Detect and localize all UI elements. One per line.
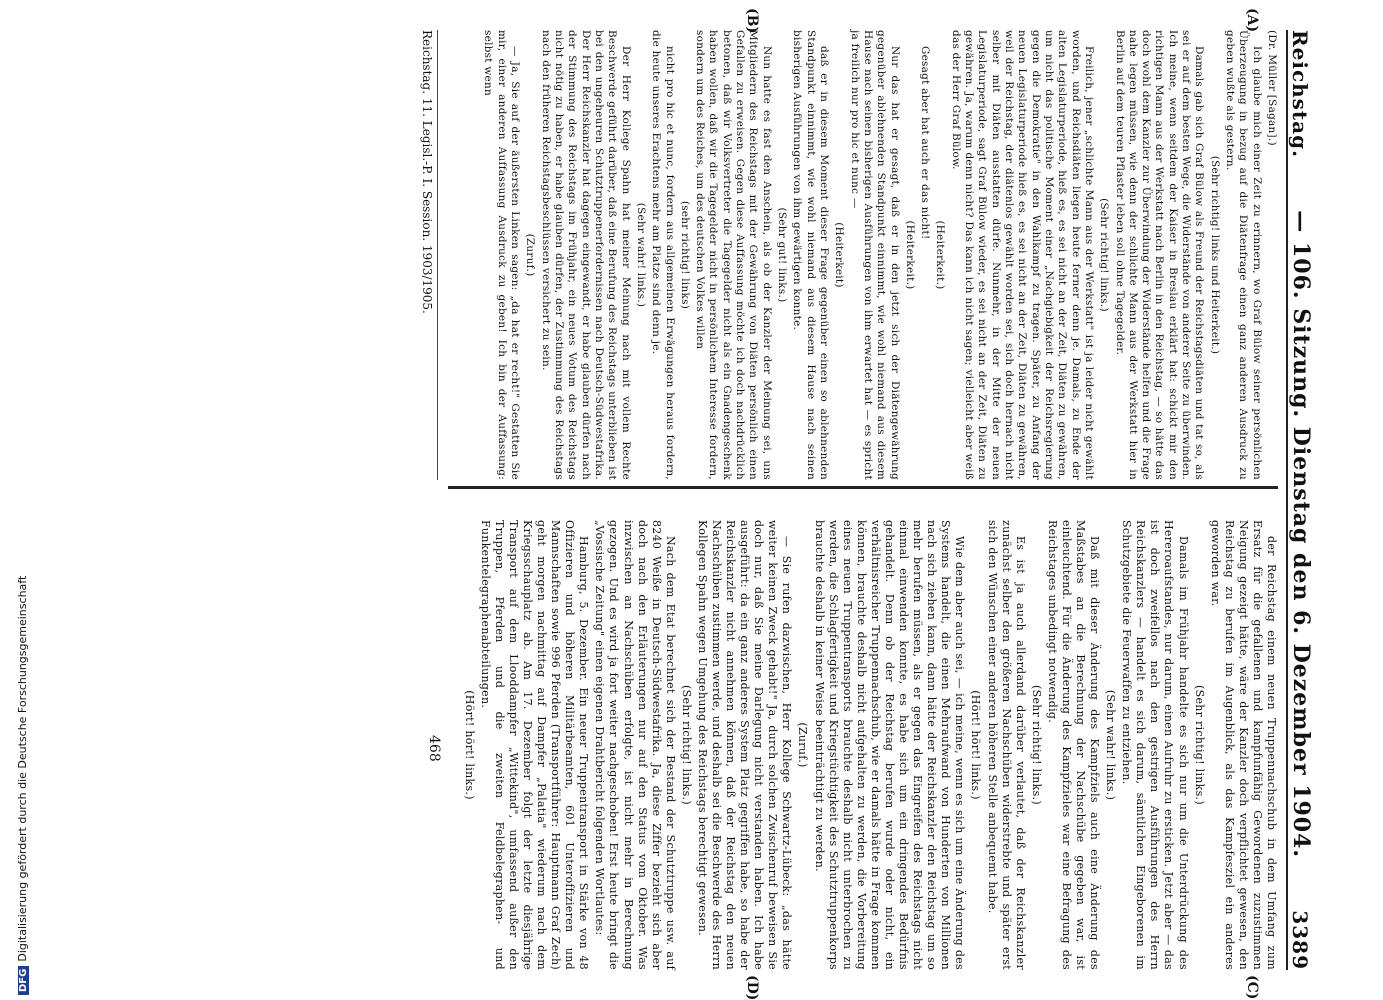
paragraph: — Sie rufen dazwischen, Herr Kollege Schwartz-Lübeck: „das hätte weiter keinen Zweck gehabt!" Ja, durch solchen Zwischenruf beweisen Sie doch nur, daß Sie meine Darlegung nicht verstanden haben. Ich habe ausgeführt: da ein ganz anderes System Platz gegriffen habe, so habe der Reichskanzler nicht annehmen können, daß der Reichstag den neuen Nachschüben zustimmen werde, und deshalb sei die Beschwerde des Herrn Kollegen Spahn wegen Umgehung des Reichstags berechtigt gewesen. xyxy=(695,520,794,970)
rotated-page-content xyxy=(60,0,1350,1000)
remark: (Zuruf.) xyxy=(524,233,537,277)
paragraph: Der Herr Kollege Spahn hat meiner Meinung nach mit vollem Rechte Beschwerde geführt darüber, daß eine Berufung des Reichstags unterblieben ist bei den ungeheuren Schutztruppenerfordernissen nach Deutsch-Südwestafrika. Der Herr Reichskanzler hat dagegen eingewandt, er habe glauben dürfen nach der Stimmung des Reichstags im Frühjahr, ein neues Votum des Reichstags nicht nötig zu haben, er habe glauben dürfen, der Zustimmung des Reichstags nach den früheren Reichstagsbeschlüssen versichert zu sein. xyxy=(539,30,632,480)
remark: (Sehr gut! links.) xyxy=(776,207,789,303)
remark: (Hört! hört! links.) xyxy=(969,690,983,800)
page-footer xyxy=(420,30,438,480)
remark: (Hört! hört! links.) xyxy=(462,690,476,800)
remark: (Sehr richtig! links.) xyxy=(1192,685,1206,805)
speaker-label: (Dr. Müller [Sagan].) xyxy=(1266,30,1278,146)
paragraph: Ich glaube mich einer Zeit zu erinnern, wo Graf Bülow seiner persönlichen Überzeugung in bezug auf die Diätenfrage einen ganz anderen Ausdruck zu geben wußte als gestern. xyxy=(1224,30,1263,480)
remark: (Heiterkeit.) xyxy=(903,220,916,290)
remark: (Sehr richtig! links.) xyxy=(1098,198,1111,312)
quoted-telegram: Hamburg, 5. Dezember. Ein neuer Truppentransport in Stärke von 48 Offizieren und höheren Militärbeamten, 601 Unteroffizieren und Mannschaften sowie 996 Pferden (Transportführer: Hauptmann Graf Zech) geht morgen nachmittag auf Dampfer „Palatia" wiederum nach dem Kriegsschauplatz ab. Am 17. Dezember folgt der letzte diesjährige Transport auf dem Llooddampfer „Wittekind", umfassend außer den Truppen, Pferden und die zweiten Feldbelegraphen- und Funkentelegraphenabteilungen. xyxy=(478,520,591,970)
paragraph: Es ist ja auch allerdand darüber verlautet, daß der Reichskanzler zunächst selber den größeren Nachschüben widerstrebte und später erst sich den Wünschen einer anderen höheren Stelle anbequemt habe. xyxy=(985,520,1027,970)
page-header xyxy=(1286,30,1322,970)
paragraph: der Reichstag einem neuen Truppennachschub in dem Umfang zum Ersatz für die gefallenen und kampfunfähig Gewordenen zuzustimmen Neigung gezeigt hätte, wäre der Kanzler doch verpflichtet gewesen, den Reichstag zu berufen im Augenblick, als das Kampfesziel ein anderes geworden war. xyxy=(1208,520,1278,970)
paragraph: Nach dem Etat berechnet sich der Bestand der Schutztruppe usw. auf 8240 Weiße in Deutsch-Südwestafrika. Ja, diese Ziffer bezieht sich aber doch nach den Erläuterungen nur auf den Status vom Oktober. Was inzwischen an Nachschüben erfolgte, ist nicht mehr in Berechnung gezogen. Und es wird ja fort weiter nachgeschoben! Erst heute bringt die „Vossische Zeitung" einen eigenen Drahtbericht folgenden Wortlautes: xyxy=(593,520,677,970)
paragraph: Freilich, jener „schlichte Mann aus der Werkstatt" ist ja leider nicht gewählt worden, und Reichsdiäten liegen heute ferner denn je. Damals, zu Ende der alten Legislaturperiode, hieß es, es sei nicht an der Zeit, Diäten zu gewähren, um nicht das politische Moment einer „Nachgiebigkeit der Reichsregierung gegen die Demokratie" in den Wahlkampf zu tragen. Später, zu Anfang der neuen Legislaturperiode hieß es, es sei nicht an der Zeit, Diäten zu gewähren, weil der Reichstag, der diätenlos gewählt worden sei, sich doch hernach nicht selber mit Diäten ausstatten dürfe. Nunmehr, in der Mitte der neuen Legislaturperiode, sagt Graf Bülow wieder, es sei nicht an der Zeit, Diäten zu gewähren. Ja, warum denn nicht? Das kann ich nicht sagen; vielleicht aber weiß das der Herr Graf Bülow. xyxy=(949,30,1095,480)
paragraph: Daß mit dieser Änderung des Kampfziels auch eine Änderung des Maßstabes an die Berechnung der Nachschübe gegeben war, ist einleuchtend. Für die Änderung des Kampfzieles war eine Befragung des Reichstages unbedingt notwendig. xyxy=(1045,520,1102,970)
remark: (Sehr richtig! links.) xyxy=(1029,685,1043,805)
left-column xyxy=(479,30,1278,480)
remark: (Sehr wahr! links.) xyxy=(634,202,647,308)
paragraph: Wie dem aber auch sei, — ich meine, wenn es sich um eine Änderung des Systems handelt, die einen Mehraufwand von Hunderten von Millionen nach sich ziehen kann, dann hätte der Reichskanzler den Reichstag um so mehr berufen müssen, als er gegen das Eingreifen des Reichstags nicht einmal einwenden konnte, es habe sich um ein dringendes Bedürfnis gehandelt. Denn ob der Reichstag berufen wurde oder nicht, ein verhältnisreicher Truppennachschub, wie er damals hätte in Frage kommen können, brauchte deshalb nicht aufgehalten zu werden, die Vorbereitung eines neuen Truppentransports brauchte deshalb nicht unterbrochen zu werden, die Schlagfertigkeit und Kriegstüchtigkeit des Schutztruppenkorps brauchte deshalb in keiner Weise beeinträchtigt zu werden. xyxy=(812,520,967,970)
margin-letter-b: (B) xyxy=(744,8,760,34)
column-divider xyxy=(448,486,1278,489)
credit-text: Digitalisierung gefördert durch die Deutsche Forschungsgemeinschaft xyxy=(16,575,29,962)
remark: (Sehr richtig! links und Heiterkeit.) xyxy=(1208,155,1221,355)
header-page-number: 3389 xyxy=(1288,910,1312,970)
footer-page-number: 468 xyxy=(426,735,442,762)
header-center: — 106. Sitzung. Dienstag den 6. Dezember 1904. xyxy=(1288,210,1314,859)
right-column xyxy=(460,520,1278,970)
paragraph: nicht pro hic et nunc, fordern aus allgemeinen Erwägungen heraus fordern, die heute unseres Erachtens mehr am Platze sind denn je. xyxy=(650,30,676,480)
paragraph: Gesagt aber hat auch er das nicht! xyxy=(919,46,932,240)
dfg-logo: DFG xyxy=(18,966,29,995)
header-left: Reichstag. xyxy=(1288,30,1312,159)
paragraph: Nun hatte es fast den Anschein, als ob der Kanzler der Meinung sei, uns Mitgliedern des Reichstags mit der Gewährung von Diäten persönlich einen Gefallen zu erweisen. Gegen diese Auffassung möchte ich doch nachdrücklich betonen, daß wir Volksvertreter die Tagegelder nicht als ein Gnadengeschenk haben wollen, daß wir die Tagegelder nicht in persönlichem Interesse fordern, sondern um des Reiches, um des deutschen Volkes willen xyxy=(694,30,773,480)
remark: (Heiterkeit.) xyxy=(934,220,947,290)
footer-session-info: Reichstag. 11. Legisl.-P. I. Session. 1903/1905. xyxy=(420,30,434,314)
paragraph: Damals gab sich Graf Bülow als Freund der Reichstagsdiäten und tat so, als sei er auf dem besten Wege, die Widerstände von anderer Seite zu überwinden. Ich meine, wenn seitdem der Kaiser in Breslau erklärt hat: schickt mir den richtigen Mann aus der Werkstatt nach Berlin in den Reichstag, — so hätte das doch wohl dem Kanzler zur Überwindung der Widerstände helfen und die Frage nahe legen müssen, wie denn der schlichte Mann aus der Werkstatt hier in Berlin auf dem teuren Pflaster leben soll ohne Tagegelder. xyxy=(1113,30,1206,480)
margin-letter-a: (A) xyxy=(1244,8,1260,33)
digitization-credit xyxy=(2,575,29,995)
paragraph: Nur das hat er gesagt, daß er in den jetzt sich der Diätengewährung gegenüber ablehnenden Standpunkt einnimmt, wie wohl niemand aus diesem Hause nach seinen bisherigen Ausführungen von ihm erwartet hat — es spricht ja freilich nur pro hic et nunc — xyxy=(848,30,901,480)
remark: (Sehr richtig! links.) xyxy=(679,685,693,805)
margin-letter-d: (D) xyxy=(744,975,760,1000)
paragraph: daß er in diesem Moment dieser Frage gegenüber einen so ablehnenden Standpunkt einnimmt, wie wohl niemand aus diesem Hause nach seinen bisherigen Ausführungen von ihm gewärtigen konnte. xyxy=(791,30,830,480)
remark: (Heiterkeit) xyxy=(833,222,846,288)
paragraph: — Ja, Sie auf der äußersten Linken sagen: „da hat er recht!" Gestatten Sie mir, einer anderen Auffassung Ausdruck zu geben! Ich bin der Auffassung: selbst wenn xyxy=(482,30,522,480)
remark: (Zuruf.) xyxy=(796,722,810,768)
margin-letter-c: (C) xyxy=(1244,975,1260,1000)
remark: (Sehr wahr! links.) xyxy=(1104,689,1118,801)
paragraph: Damals im Frühjahr handelte es sich nur um die Unterdrückung des Hereroaufstandes, nur darum, einen Aufruhr zu ersticken. Jetzt aber — das ist doch zweifellos nach den gestrigen Ausführungen des Herrn Reichskanzlers — handelt es sich darum, sämtlichen Eingeborenen im Schutzgebiete die Feuerwaffen zu entziehen. xyxy=(1120,520,1190,970)
remark: (sehr richtig! links) xyxy=(678,200,691,310)
